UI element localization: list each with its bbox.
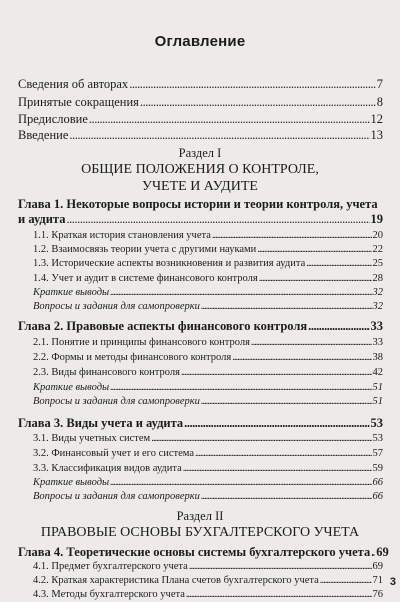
toc-subentry: 2.3. Виды финансового контроля . . . 42 <box>33 366 383 380</box>
dot-leader <box>183 462 372 476</box>
toc-subentry: 3.2. Финансовый учет и его система . . . 57 <box>33 447 383 461</box>
dot-leader <box>306 257 371 271</box>
dot-leader <box>257 243 371 257</box>
part-1-heading-line-2: УЧЕТЕ И АУДИТЕ <box>142 179 258 194</box>
page-title: Оглавление <box>154 33 246 50</box>
toc-subentry: 1.4. Учет и аудит в системе финансового контроля . . . 28 <box>33 272 383 286</box>
toc-subentry: 4.2. Краткая характеристика Плана счетов бухгалтерского учета . . . 71 <box>33 574 383 588</box>
dot-leader <box>212 229 372 243</box>
dot-leader <box>181 366 372 380</box>
dot-leader <box>320 574 372 588</box>
toc-subentry: 2.2. Формы и методы финансового контроля . . . 38 <box>33 351 383 365</box>
chapter-3-entry: Глава 3. Виды учета и аудита . . . 53 <box>18 416 383 430</box>
toc-subentry: 1.3. Исторические аспекты возникновения и развития аудита . . . 25 <box>33 257 383 271</box>
dot-leader <box>186 588 372 602</box>
toc-subentry-questions: Вопросы и задания для самопроверки . . . 32 <box>33 300 383 314</box>
toc-entry-authors: Сведения об авторах . . . 7 <box>18 77 383 91</box>
part-1-header <box>0 146 400 195</box>
dot-leader <box>151 432 371 446</box>
toc-subentry: 4.3. Методы бухгалтерского учета . . . 76 <box>33 588 383 602</box>
toc-subentry: 4.1. Предмет бухгалтерского учета . . . 69 <box>33 560 383 574</box>
toc-subentry: 3.3. Классификация видов аудита . . . 59 <box>33 462 383 476</box>
dot-leader <box>201 490 372 504</box>
toc-subentry: 2.1. Понятие и принципы финансового контроля . . . 33 <box>33 336 383 350</box>
toc-subentry: 1.1. Краткая история становления учета . . . 20 <box>33 229 383 243</box>
part-1-heading-line-1: ОБЩИЕ ПОЛОЖЕНИЯ О КОНТРОЛЕ, <box>81 162 319 177</box>
toc-entry-introduction: Введение . . . 13 <box>18 128 383 142</box>
dot-leader <box>89 112 370 126</box>
part-1-label: Раздел I <box>178 146 222 160</box>
dot-leader <box>371 545 375 559</box>
chapter-2-entry: Глава 2. Правовые аспекты финансового контроля . . . 33 <box>18 319 383 333</box>
dot-leader <box>129 77 376 91</box>
dot-leader <box>110 476 371 490</box>
dot-leader <box>69 128 369 142</box>
dot-leader <box>140 95 376 109</box>
toc-entry-abbreviations: Принятые сокращения . . . 8 <box>18 95 383 109</box>
toc-entry-preface: Предисловие . . . 12 <box>18 112 383 126</box>
page-number: 3 <box>389 576 396 588</box>
chapter-1-title-line-2: и аудита <box>18 212 66 226</box>
toc-subentry-summary: Краткие выводы . . . 32 <box>33 286 383 300</box>
part-2-heading: ПРАВОВЫЕ ОСНОВЫ БУХГАЛТЕРСКОГО УЧЕТА <box>40 525 360 540</box>
dot-leader <box>308 319 369 333</box>
toc-subentry: 1.2. Взаимосвязь теории учета с другими науками . . . 22 <box>33 243 383 257</box>
chapter-1-entry <box>18 197 383 227</box>
toc-subentry-summary: Краткие выводы . . . 66 <box>33 476 383 490</box>
dot-leader <box>232 351 371 365</box>
dot-leader <box>259 272 372 286</box>
chapter-1-page: 19 <box>370 212 383 226</box>
dot-leader <box>110 381 371 395</box>
toc-subentry: 3.1. Виды учетных систем . . . 53 <box>33 432 383 446</box>
dot-leader <box>110 286 371 300</box>
toc-subentry-summary: Краткие выводы . . . 51 <box>33 381 383 395</box>
chapter-1-title-line-1: Глава 1. Некоторые вопросы истории и теории контроля, учета <box>18 197 378 211</box>
part-2-header <box>0 509 400 541</box>
dot-leader <box>66 212 369 227</box>
dot-leader <box>201 395 372 409</box>
dot-leader <box>184 416 369 430</box>
dot-leader <box>251 336 372 350</box>
toc-subentry-questions: Вопросы и задания для самопроверки . . . 51 <box>33 395 383 409</box>
dot-leader <box>201 300 372 314</box>
part-2-label: Раздел II <box>176 509 224 523</box>
chapter-4-entry: Глава 4. Теоретические основы системы бухгалтерского учета . . . 69 <box>18 545 383 559</box>
dot-leader <box>195 447 371 461</box>
dot-leader <box>189 560 372 574</box>
toc-subentry-questions: Вопросы и задания для самопроверки . . . 66 <box>33 490 383 504</box>
